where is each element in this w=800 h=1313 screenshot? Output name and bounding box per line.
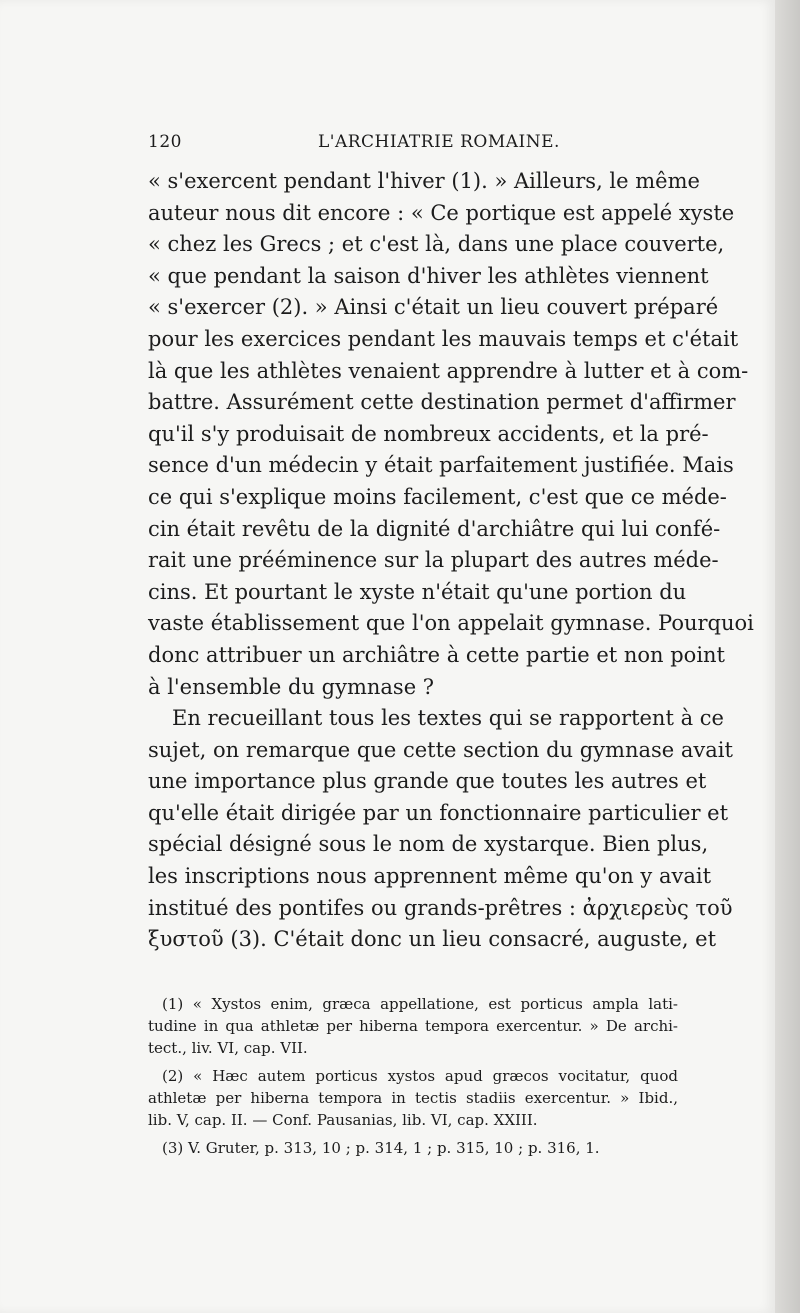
text-line: une importance plus grande que toutes les autres et [148,769,707,794]
page-edge-shadow [775,0,800,1313]
text-line: ξυστοῦ (3). C'était donc un lieu consacré, auguste, et [148,927,717,952]
text-line: qu'il s'y produisait de nombreux accidents, et la pré- [148,421,709,446]
text-line: En recueillant tous les textes qui se rapportent à ce [172,706,724,731]
page-number: 120 [148,132,182,152]
footnote-line: tect., liv. VI, cap. VII. [148,1039,308,1057]
text-line: cin était revêtu de la dignité d'archiâtre qui lui confé- [148,516,721,541]
text-line: battre. Assurément cette destination permet d'affirmer [148,390,736,415]
text-line: ce qui s'explique moins facilement, c'est que ce méde- [148,484,727,509]
text-line: cins. Et pourtant le xyste n'était qu'une portion du [148,579,687,604]
body-text [148,166,754,956]
text-line: « s'exercent pendant l'hiver (1). » Ailleurs, le même [148,169,700,193]
footnote-line: tudine in qua athletæ per hiberna tempora exercentur. » De archi- [148,1017,678,1035]
text-line: « s'exercer (2). » Ainsi c'était un lieu couvert préparé [148,295,719,320]
footnote-line: (3) V. Gruter, p. 313, 10 ; p. 314, 1 ; p. 315, 10 ; p. 316, 1. [162,1139,600,1157]
footnote-line: athletæ per hiberna tempora in tectis stadiis exercentur. » Ibid., [148,1089,678,1107]
footnote-line: lib. V, cap. II. — Conf. Pausanias, lib. VI, cap. XXIII. [148,1111,538,1129]
text-line: qu'elle était dirigée par un fonctionnaire particulier et [148,800,729,825]
footnote-line: (1) « Xystos enim, græca appellatione, est porticus ampla lati- [162,995,678,1013]
running-title: L'ARCHIATRIE ROMAINE. [318,132,560,152]
text-line: sujet, on remarque que cette section du gymnase avait [148,737,733,762]
text-line: vaste établissement que l'on appelait gymnase. Pourquoi [148,611,754,636]
text-line: là que les athlètes venaient apprendre à lutter et à com- [148,358,749,383]
text-line: « chez les Grecs ; et c'est là, dans une place couverte, [148,232,725,257]
text-line: donc attribuer un archiâtre à cette partie et non point [148,642,725,667]
footnote-line: (2) « Hæc autem porticus xystos apud græcos vocitatur, quod [162,1067,678,1085]
footnotes [148,993,678,1159]
text-line: « que pendant la saison d'hiver les athlètes viennent [148,263,709,288]
text-line: spécial désigné sous le nom de xystarque. Bien plus, [148,832,709,857]
text-line: les inscriptions nous apprennent même qu'on y avait [148,864,712,889]
page-header [148,132,678,156]
text-line: auteur nous dit encore : « Ce portique est appelé xyste [148,200,735,225]
text-line: pour les exercices pendant les mauvais temps et c'était [148,326,739,351]
text-line: à l'ensemble du gymnase ? [148,674,435,699]
text-line: sence d'un médecin y était parfaitement justifiée. Mais [148,453,734,478]
text-line: rait une prééminence sur la plupart des autres méde- [148,548,719,573]
text-line: institué des pontifes ou grands-prêtres : ἀρχιερεὺς τοῦ [148,895,733,920]
